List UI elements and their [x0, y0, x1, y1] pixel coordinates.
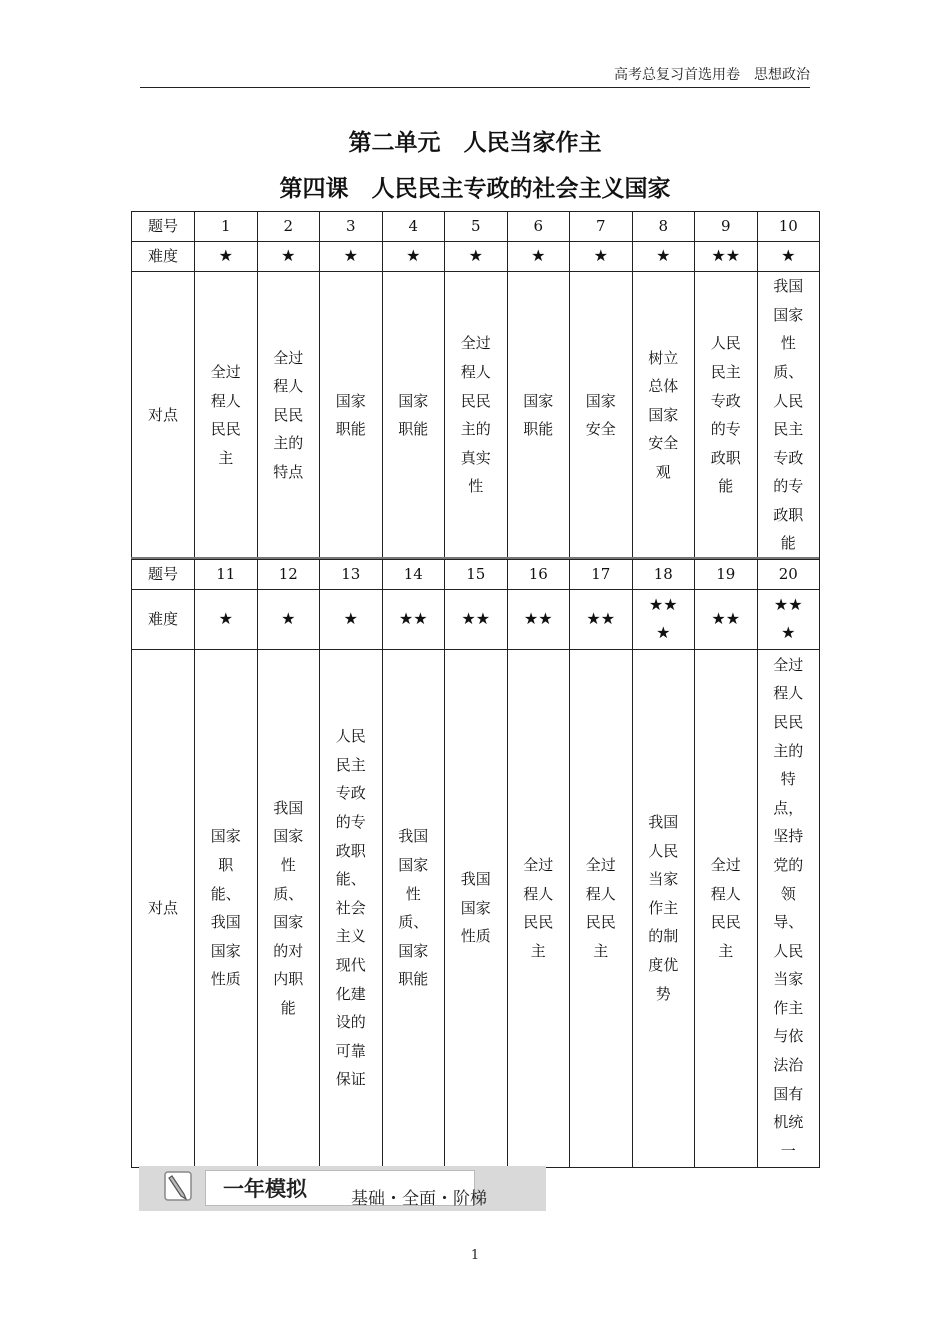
topic-cell — [382, 271, 445, 559]
topic-cell — [320, 649, 383, 1167]
question-number: 16 — [507, 560, 570, 590]
difficulty-stars — [757, 589, 820, 649]
difficulty-stars: ★ — [632, 241, 695, 271]
lesson-title: 第四课 人民民主专政的社会主义国家 — [279, 176, 671, 202]
topic-text: 全过程人民民主的真实性 — [460, 334, 491, 496]
question-number: 11 — [195, 560, 258, 590]
topic-text: 国家安全 — [585, 391, 616, 439]
topic-cell — [507, 271, 570, 559]
topic-text: 全过程人民民主 — [523, 855, 554, 960]
difficulty-stars: ★ — [570, 241, 633, 271]
difficulty-stars: ★ — [320, 589, 383, 649]
topic-cell — [445, 271, 508, 559]
question-number: 17 — [570, 560, 633, 590]
row-label-difficulty: 难度 — [132, 241, 195, 271]
difficulty-stars: ★ — [195, 589, 258, 649]
difficulty-text: ★★★ — [648, 595, 678, 643]
topic-text: 全过程人民民主 — [710, 855, 741, 960]
question-number: 15 — [445, 560, 508, 590]
section-banner — [139, 1166, 546, 1211]
topic-text: 我国国家性质、人民民主专政的专政职能 — [773, 277, 804, 553]
topic-cell — [695, 271, 758, 559]
difficulty-stars: ★★ — [382, 589, 445, 649]
topic-text: 树立总体国家安全观 — [648, 348, 679, 481]
difficulty-stars: ★ — [382, 241, 445, 271]
difficulty-stars: ★★ — [695, 241, 758, 271]
banner-subtitle: 基础・全面・阶梯 — [351, 1189, 487, 1209]
difficulty-row — [132, 589, 820, 649]
difficulty-stars: ★ — [257, 241, 320, 271]
row-label-topic: 对点 — [132, 271, 195, 559]
question-number: 7 — [570, 212, 633, 242]
question-number: 9 — [695, 212, 758, 242]
topic-cell — [195, 649, 258, 1167]
difficulty-stars: ★★ — [570, 589, 633, 649]
topic-cell — [570, 649, 633, 1167]
topic-cell — [257, 271, 320, 559]
page-number: 1 — [470, 1248, 480, 1263]
difficulty-stars: ★★ — [507, 589, 570, 649]
topic-row — [132, 271, 820, 559]
row-label-number: 题号 — [132, 212, 195, 242]
topic-cell — [757, 649, 820, 1167]
question-number: 14 — [382, 560, 445, 590]
difficulty-stars — [632, 589, 695, 649]
row-label-topic: 对点 — [132, 649, 195, 1167]
difficulty-stars: ★ — [257, 589, 320, 649]
difficulty-stars: ★ — [320, 241, 383, 271]
topic-text: 全过程人民民主 — [585, 855, 616, 960]
number-row — [132, 560, 820, 590]
topic-cell — [632, 271, 695, 559]
topic-text: 我国人民当家作主的制度优势 — [648, 813, 679, 1003]
topic-text: 我国国家性质、国家职能 — [398, 827, 429, 989]
difficulty-table-2 — [131, 559, 820, 1168]
topic-text: 我国国家性质 — [460, 870, 491, 946]
topic-text: 国家职能、我国国家性质 — [210, 827, 241, 989]
topic-cell — [507, 649, 570, 1167]
topic-text: 全过程人民民主的特点，坚持党的领导、人民当家作主与依法治国有机统一 — [773, 655, 804, 1160]
question-number: 13 — [320, 560, 383, 590]
topic-text: 全过程人民民主的特点 — [273, 348, 304, 481]
topic-text: 国家职能 — [398, 391, 429, 439]
question-number: 18 — [632, 560, 695, 590]
question-number: 20 — [757, 560, 820, 590]
topic-cell — [320, 271, 383, 559]
question-number: 8 — [632, 212, 695, 242]
topic-cell — [632, 649, 695, 1167]
difficulty-table-1 — [131, 211, 820, 560]
banner-label: 一年模拟 — [223, 1177, 307, 1201]
topic-cell — [695, 649, 758, 1167]
topic-text: 国家职能 — [335, 391, 366, 439]
topic-cell — [195, 271, 258, 559]
question-number: 1 — [195, 212, 258, 242]
question-number: 19 — [695, 560, 758, 590]
row-label-difficulty: 难度 — [132, 589, 195, 649]
number-row — [132, 212, 820, 242]
difficulty-stars: ★ — [757, 241, 820, 271]
difficulty-stars: ★ — [195, 241, 258, 271]
topic-cell — [445, 649, 508, 1167]
topic-text: 人民民主专政的专政职能、社会主义现代化建设的可靠保证 — [335, 727, 366, 1089]
topic-text: 我国国家性质、国家的对内职能 — [273, 798, 304, 1017]
difficulty-row — [132, 241, 820, 271]
topic-cell — [257, 649, 320, 1167]
question-number: 6 — [507, 212, 570, 242]
difficulty-stars: ★★ — [695, 589, 758, 649]
page-header: 高考总复习首选用卷 思想政治 — [140, 66, 810, 88]
question-number: 3 — [320, 212, 383, 242]
question-number: 5 — [445, 212, 508, 242]
topic-cell — [570, 271, 633, 559]
pencil-icon — [163, 1168, 197, 1208]
row-label-number: 题号 — [132, 560, 195, 590]
topic-cell — [757, 271, 820, 559]
difficulty-stars: ★ — [507, 241, 570, 271]
topic-text: 人民民主专政的专政职能 — [710, 334, 741, 496]
difficulty-stars: ★★ — [445, 589, 508, 649]
question-number: 12 — [257, 560, 320, 590]
unit-title: 第二单元 人民当家作主 — [348, 130, 602, 156]
question-number: 2 — [257, 212, 320, 242]
topic-text: 全过程人民民主 — [210, 362, 241, 467]
topic-row — [132, 649, 820, 1167]
difficulty-stars: ★ — [445, 241, 508, 271]
difficulty-text: ★★★ — [773, 595, 803, 643]
topic-cell — [382, 649, 445, 1167]
question-number: 10 — [757, 212, 820, 242]
question-number: 4 — [382, 212, 445, 242]
topic-text: 国家职能 — [523, 391, 554, 439]
